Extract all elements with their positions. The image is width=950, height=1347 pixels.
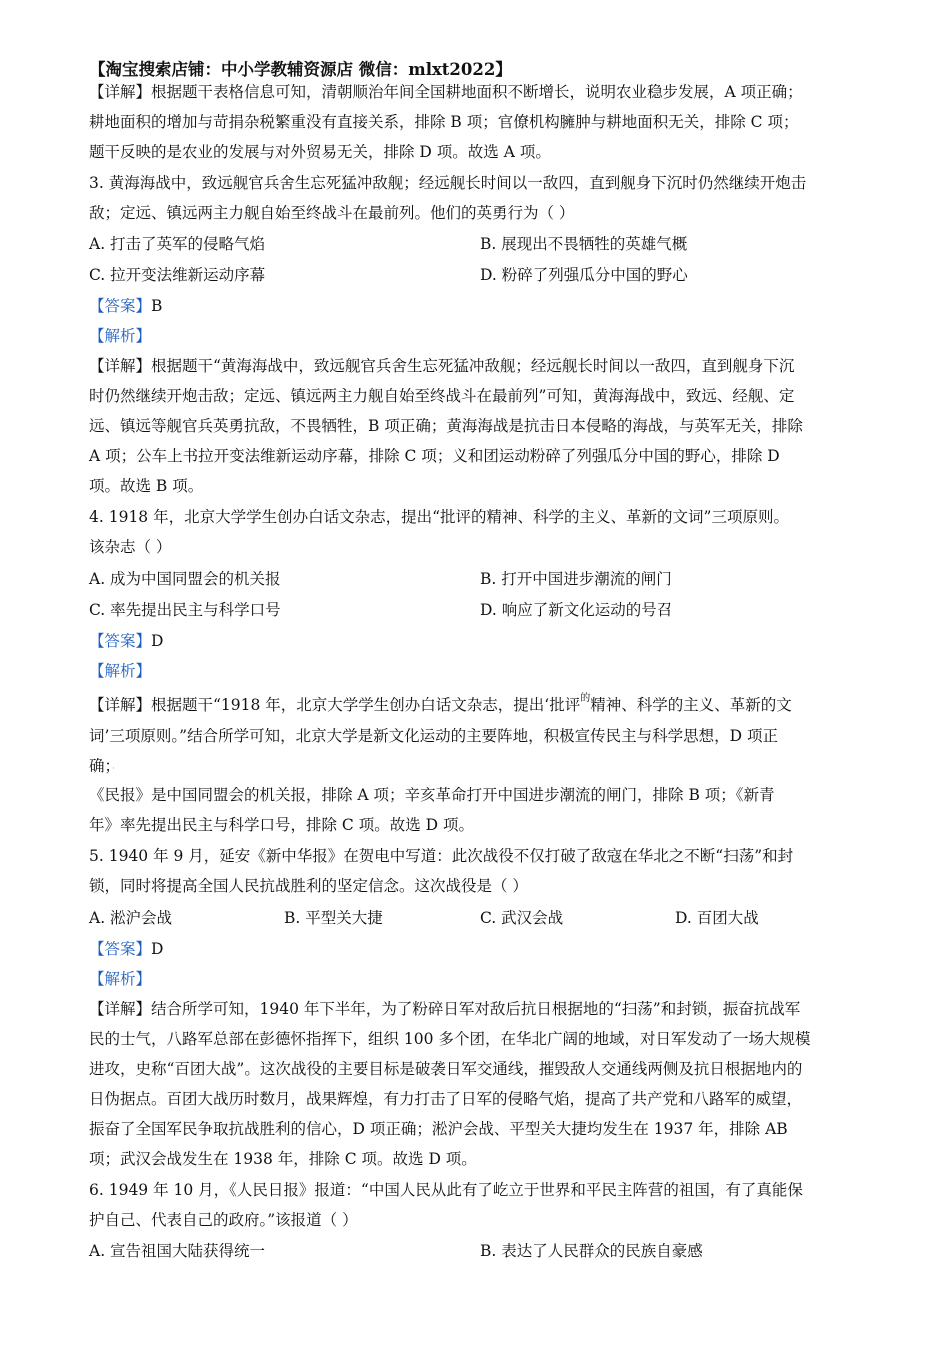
q5-answer: [89, 939, 864, 959]
q4-answer: [89, 631, 864, 651]
answer-value: D: [151, 940, 164, 958]
q4-detail-part: 精神、科学的主义、革新的文: [590, 696, 792, 714]
q6-option-b: B. 表达了人民群众的民族自豪感: [480, 1242, 703, 1260]
q4-detail-part: 【详解】根据题干“1918 年，北京大学学生创办白话文杂志，提出‘批评: [89, 696, 581, 714]
q3-detail-line: 远、镇远等舰官兵英勇抗敌，不畏牺牲，B 项正确；黄海海战是抗击日本侵略的海战，与英军无关，排除: [89, 417, 803, 435]
q2-detail-line: 【详解】根据题干表格信息可知，清朝顺治年间全国耕地面积不断增长，说明农业稳步发展，A 项正确；: [89, 83, 803, 101]
q5-option-c: C. 武汉会战: [480, 909, 564, 927]
answer-tag: 【答案】: [89, 632, 152, 650]
q5-option-d: D. 百团大战: [675, 909, 759, 927]
q4-option-d: D. 响应了新文化运动的号召: [480, 601, 673, 619]
q3-detail-line: 【详解】根据题干“黄海海战中，致远舰官兵舍生忘死猛冲敌舰；经远舰长时间以一敌四，直到舰身下沉: [89, 357, 795, 375]
q3-option-c: C. 拉开变法维新运动序幕: [89, 266, 266, 284]
q6-option-a: A. 宣告祖国大陆获得统一: [89, 1242, 266, 1260]
q4-stem-line: 该杂志（ ）: [89, 538, 172, 556]
q3-detail-line: 时仍然继续开炮击敌；定远、镇远两主力舰自始至终战斗在最前列”可知，黄海海战中，致远、经舰、定: [89, 387, 795, 405]
q4-detail-line: [89, 756, 864, 779]
q3-detail-line: A 项；公车上书拉开变法维新运动序幕，排除 C 项；义和团运动粉碎了列强瓜分中国的野心，排除 D: [89, 447, 780, 465]
answer-value: D: [151, 632, 164, 650]
q5-detail-line: 项；武汉会战发生在 1938 年，排除 C 项。故选 D 项。: [89, 1150, 477, 1168]
q5-stem-line: 锁，同时将提高全国人民抗战胜利的坚定信念。这次战役是（ ）: [89, 877, 528, 895]
q4-option-b: B. 打开中国进步潮流的闸门: [480, 570, 672, 588]
q4-detail-line: 年》率先提出民主与科学口号，排除 C 项。故选 D 项。: [89, 816, 474, 834]
shop-header: 【淘宝搜索店铺：中小学教辅资源店 微信：mlxt2022】: [89, 60, 512, 79]
q4-analysis-tag: 【解析】: [89, 662, 152, 680]
q3-answer: [89, 296, 864, 316]
q4-detail-line: 词’三项原则。”结合所学可知，北京大学是新文化运动的主要阵地，积极宣传民主与科学思想，D 项正: [89, 727, 778, 745]
q4-detail-sup: 的: [580, 693, 591, 704]
q4-detail-part: 确；: [89, 757, 113, 775]
q3-option-a: A. 打击了英军的侵略气焰: [89, 235, 266, 253]
q6-stem-line: 6. 1949 年 10 月，《人民日报》报道：“中国人民从此有了屹立于世界和平民主阵营的祖国，有了真能保: [89, 1181, 803, 1199]
q5-detail-line: 振奋了全国军民争取抗战胜利的信心，D 项正确；淞沪会战、平型关大捷均发生在 1937 年，排除 AB: [89, 1120, 788, 1138]
q6-stem-line: 护自己、代表自己的政府。”该报道（ ）: [89, 1211, 358, 1229]
q4-detail-line: 《民报》是中国同盟会的机关报，排除 A 项；辛亥革命打开中国进步潮流的闸门，排除 B 项；《新青: [89, 786, 775, 804]
q5-detail-line: 进攻，史称“百团大战”。这次战役的主要目标是破袭日军交通线，摧毁敌人交通线两侧及抗日根据地内的: [89, 1060, 803, 1078]
answer-value: B: [151, 297, 163, 315]
q5-option-b: B. 平型关大捷: [284, 909, 383, 927]
answer-tag: 【答案】: [89, 297, 152, 315]
q2-detail-line: 题干反映的是农业的发展与对外贸易无关，排除 D 项。故选 A 项。: [89, 143, 551, 161]
q4-option-c: C. 率先提出民主与科学口号: [89, 601, 281, 619]
q3-option-b: B. 展现出不畏牺牲的英雄气概: [480, 235, 688, 253]
q5-detail-line: 民的士气，八路军总部在彭德怀指挥下，组织 100 多个团，在华北广阔的地域，对日军发动了一场大规模: [89, 1030, 811, 1048]
q3-option-d: D. 粉碎了列强瓜分中国的野心: [480, 266, 688, 284]
q5-analysis-tag: 【解析】: [89, 970, 152, 988]
answer-tag: 【答案】: [89, 940, 152, 958]
q5-stem-line: 5. 1940 年 9 月，延安《新中华报》在贺电中写道：此次战役不仅打破了敌寇在华北之不断“扫荡”和封: [89, 847, 794, 865]
q4-option-a: A. 成为中国同盟会的机关报: [89, 570, 281, 588]
q3-stem-line: 敌；定远、镇远两主力舰自始至终战斗在最前列。他们的英勇行为（ ）: [89, 204, 575, 222]
q5-detail-line: 【详解】结合所学可知，1940 年下半年，为了粉碎日军对敌后抗日根据地的“扫荡”和封锁，振奋抗战军: [89, 1000, 801, 1018]
q2-detail-line: 耕地面积的增加与苛捐杂税繁重没有直接关系，排除 B 项；官僚机构臃肿与耕地面积无关，排除 C 项；: [89, 113, 799, 131]
q5-option-a: A. 淞沪会战: [89, 909, 173, 927]
q5-detail-line: 日伪据点。百团大战历时数月，战果辉煌，有力打击了日军的侵略气焰，提高了共产党和八路军的威望，: [89, 1090, 803, 1108]
small-mark: ·: [112, 764, 115, 773]
q3-stem-line: 3. 黄海海战中，致远舰官兵舍生忘死猛冲敌舰；经远舰长时间以一敌四，直到舰身下沉时仍然继续开炮击: [89, 174, 807, 192]
q3-detail-line: 项。故选 B 项。: [89, 477, 204, 495]
q3-analysis-tag: 【解析】: [89, 327, 152, 345]
q4-stem-line: 4. 1918 年，北京大学学生创办白话文杂志，提出“批评的精神、科学的主义、革新的文词”三项原则。: [89, 508, 789, 526]
q4-detail-line: [89, 695, 864, 718]
